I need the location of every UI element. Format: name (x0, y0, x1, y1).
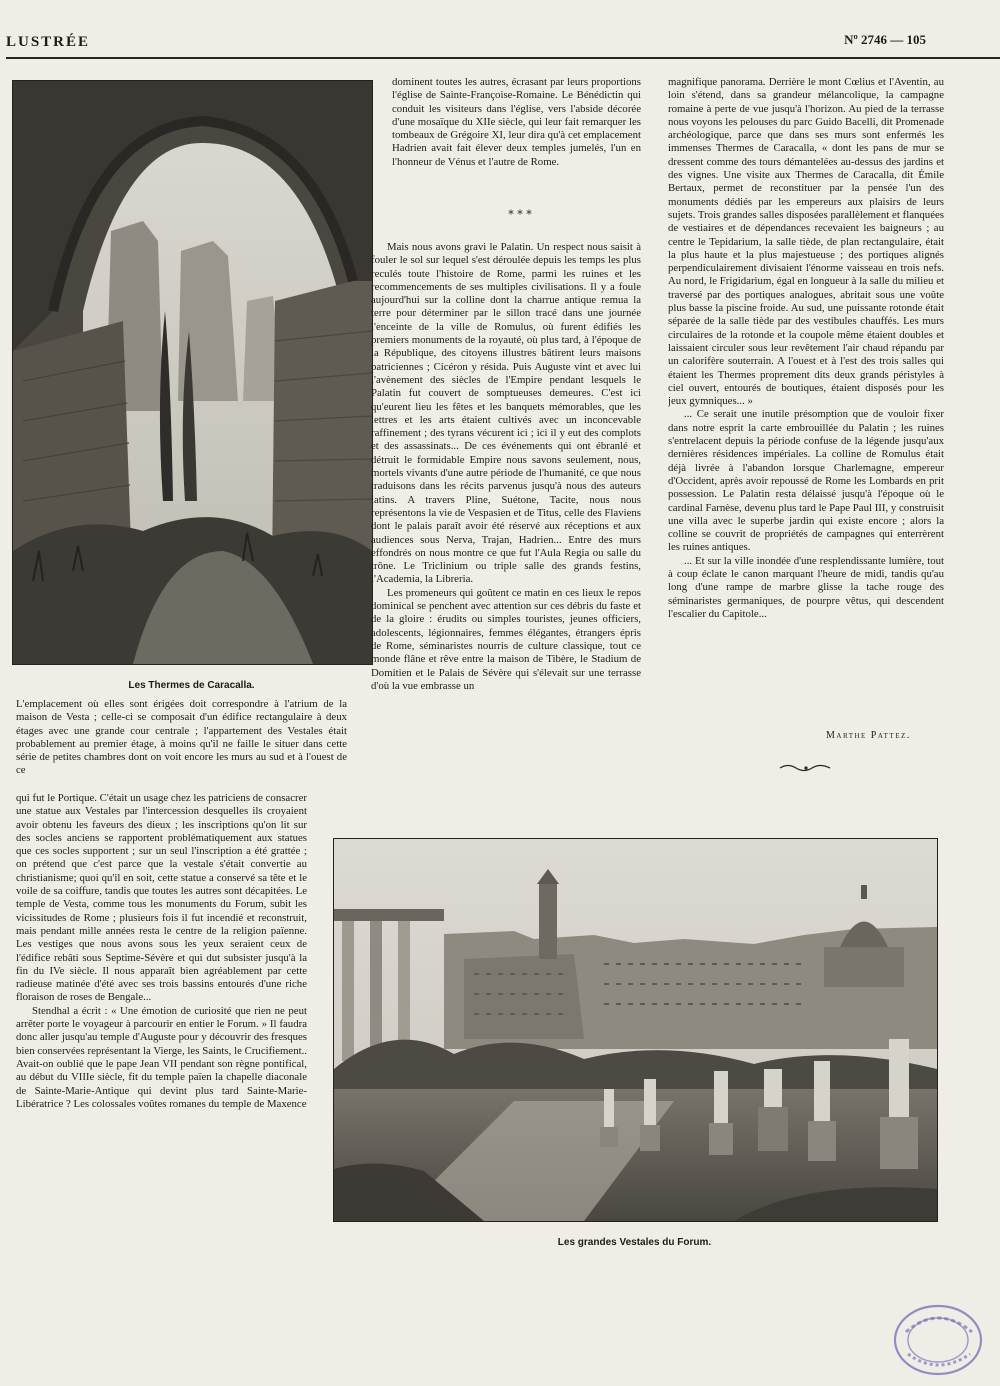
paragraph: ... Ce serait une inutile présomption que de vouloir fixer dans notre esprit la carte embrouillée du Palatin ; les ruines s'entrelacent depuis la période confuse de la légende jusqu'aux dernières résidences impériales. La colline de Romulus était déjà livrée à l'abandon lorsque Charlemagne, empereur d'Occident, après avoir repoussé de Rome les Lombards en prit possession. Le Palatin resta délaissé jusqu'à l'époque où le cardinal Farnèse, devenu plus tard le Pape Paul III, y construisit une villa avec le superbe jardin qui existe encore ; alors la colline se couvrit de propriétés de campagnes qui enterrèrent les ruines antiques. (668, 408, 944, 554)
article-column-3 (668, 76, 944, 744)
photo-thermes-caracalla (12, 80, 373, 665)
caption-grandes-vestales: Les grandes Vestales du Forum. (557, 1237, 712, 1248)
paragraph: qui fut le Portique. C'était un usage chez les patriciens de consacrer une statue aux Vestales par l'intercession desquelles ils croyaient avoir obtenu les faveurs des dieux ; les inscriptions qu'on lit sur des socles anciens se rapportent problématiquement aux statues que ces socles supportent ; sur un seul l'inscription a été grattée ; on prétend que c'est parce que la vestale s'était convertie au christianisme; quoi qu'il en soit, cette statue a conservé sa tête et le voile de sa coiffure, tandis que toutes les autres sont décapitées. Le temple de Vesta, comme tous les monuments du Forum, subit les vicissitudes de Rome ; plusieurs fois il fut incendié et reconstruit, mais pendant mille années resta le centre de la religion païenne. Les vestiges que nous avons sous les yeux seraient ceux de l'édifice rebâti sous Septime-Sévère et qui dut subsister jusqu'à la fin du IVe siècle. Il nous apparaît bien agréablement par cette radieuse matinée d'été avec ses trois bassins entourés d'une riche floraison de roses de Bengale... (16, 792, 307, 1004)
article-column-2-top (392, 76, 641, 200)
paragraph: dominent toutes les autres, écrasant par leurs proportions l'église de Sainte-Françoise-Romaine. Le Bénédictin qui conduit les visiteurs dans l'église, vers l'abside décorée d'une mosaïque du XIIe siècle, qui leur fait remarquer les tombeaux de Grégoire XI, leur dira qu'à cet emplacement Hadrien avait fait élever deux temples jumelés, l'un en l'honneur de Vénus et l'autre de Rome. (392, 76, 641, 168)
paragraph: L'emplacement où elles sont érigées doit correspondre à l'atrium de la maison de Vesta ; celle-ci se composait d'un édifice rectangulaire à deux étages avec une grande cour centrale ; l'appartement des Vestales était probablement au premier étage, à moins qu'il ne faille le situer dans cette série de petites chambres dont on voit encore les murs au sud et à l'ouest de ce (16, 698, 347, 777)
paragraph: Mais nous avons gravi le Palatin. Un respect nous saisit à fouler le sol sur lequel s'est déroulée depuis les temps les plus reculés toute l'histoire de Rome, parmi les ruines et les recommencements de ses multiples civilisations. Il y a foule aujourd'hui sur la colline dont la charrue antique remua la terre pour déterminer par le sillon tracé dans une journée l'enceinte de la ville de Romulus, où furent édifiés les premiers monuments de la royauté, où plus tard, à l'époque de la République, des citoyens illustres bâtirent leurs maisons patriciennes ; Cicéron y résida. Puis Auguste vint et avec lui l'avènement des siècles de l'Empire pendant lesquels le Palatin fut couvert de somptueuses demeures. C'est ici qu'eurent lieu les fêtes et les banquets mémorables, que les lettres et les arts étaient cultivés avec un inconcevable raffinement ; des tyrans vécurent ici ; ici il y eut des complots et des assassinats... De ces événements qui ont ébranlé et détruit le formidable Empire nous savons seulement, nous, mortels vivants d'une autre période de l'humanité, ce que nous traduisons dans les récits parvenus jusqu'à nous des auteurs latins. A travers Pline, Suétone, Tacite, nous nous représentons la vie de Vespasien et de Titus, celle des Flaviens dont le palais paraît avoir été réservé aux réceptions et aux audiences sous Nerva, Trajan, Hadrien... Entre des murs effondrés on nous montre ce que fut l'Aula Regia ou salle du trône. Le Triclinium ou triple salle des grands festins, l'Academia, la Libreria. (371, 241, 641, 586)
author-signature: Marthe Pattez. (826, 730, 911, 741)
article-column-1-top (16, 698, 347, 793)
paragraph: ... Et sur la ville inondée d'une resplendissante lumière, tout à coup éclate le canon marquant l'heure de midi, tandis qu'au long d'une rampe de marbre glisse la tache rouge des séminaristes germaniques, de pourpre vêtus, qui descendent l'escalier du Capitole... (668, 554, 944, 620)
paragraph: Les promeneurs qui goûtent ce matin en ces lieux le repos dominical se penchent avec attention sur ces débris du faste et de la gloire : érudits ou simples touristes, jeunes officiers, adolescents, légionnaires, femmes élégantes, étrangers épris de Rome, séminaristes nourris de culture classique, tout ce monde flâne et rêve entre la maison de Tibère, le Stadium de Domitien et le Palais de Sévère qui s'élevait sur une terrasse d'où la vue embrasse un (371, 586, 641, 692)
caption-thermes-caracalla: Les Thermes de Caracalla. (128, 680, 255, 691)
header-rule (6, 57, 1000, 59)
section-separator-asterisks: * * * (508, 208, 532, 221)
magazine-title: LUSTRÉE (6, 34, 91, 50)
paragraph: Stendhal a écrit : « Une émotion de curiosité que rien ne peut arrêter porte le voyageur à parcourir en entier le Forum. » Il faudra donc aller jusqu'au temple d'Auguste pour y découvrir des fresques bien conservées représentant la Vierge, les Saints, le Crucifiement.. Avait-on oublié que le pape Jean VII pendant son règne pontifical, au début du VIIIe siècle, fit du temple païen la chapelle diaconale de Sainte-Marie-Antique qui devint plus tard Sainte-Marie-Libératrice ? Les colossales voûtes romanes du temple de Maxence (16, 1004, 307, 1110)
ornament-icon (778, 762, 834, 774)
library-stamp-seal (892, 1302, 984, 1378)
article-column-2-main (371, 241, 641, 797)
issue-page-number: Nº 2746 — 105 (844, 32, 926, 47)
article-column-1-bottom (16, 792, 307, 1284)
photo-grandes-vestales-forum (333, 838, 938, 1222)
paragraph: magnifique panorama. Derrière le mont Cœlius et l'Aventin, au loin s'étend, dans sa grandeur mélancolique, la campagne romaine à perte de vue jusqu'à l'horizon. Au pied de la terrasse nous voyons les pelouses du parc Guido Bacelli, dit Promenade archéologique, parce que dans ses murs sont enfermés les immenses Thermes de Caracalla, « dont les pans de mur se dressent comme des tours démantelées au-dessus des jardins et des vignes. Une visite aux Thermes de Caracalla, dit Émile Bertaux, permet de reconstituer par la pensée l'un des monuments dédiés par les empereurs aux plaisirs de leurs sujets. Trois grandes salles disposées parallèlement et flanquées de vestiaires et de dépendances recevaient les baigneurs ; au centre le Tepidarium, la salle tiède, de plan rectangulaire, était la plus haute et la plus majestueuse ; des portiques alignés perpendiculairement divisaient l'énorme vaisseau en trois nefs. Au nord, le Frigidarium, égal en longueur à la salle du milieu et traversé par des portiques analogues, abritait sous une voûte plus basse la piscine froide. Au sud, une puissante rotonde était séparée de la salle tiède par des vestibules chauffés. Les murs circulaires de la rotonde et la coupole même étaient doubles et laissaient circuler sous leur revêtement l'air chaud répandu par un calorifère souterrain. A l'ouest et à l'est des trois salles qui étaient les Thermes proprement dits deux grands péristyles à ciel ouvert, entourés de boutiques, étaient disposés pour les jeux gymniques... » (668, 76, 944, 408)
